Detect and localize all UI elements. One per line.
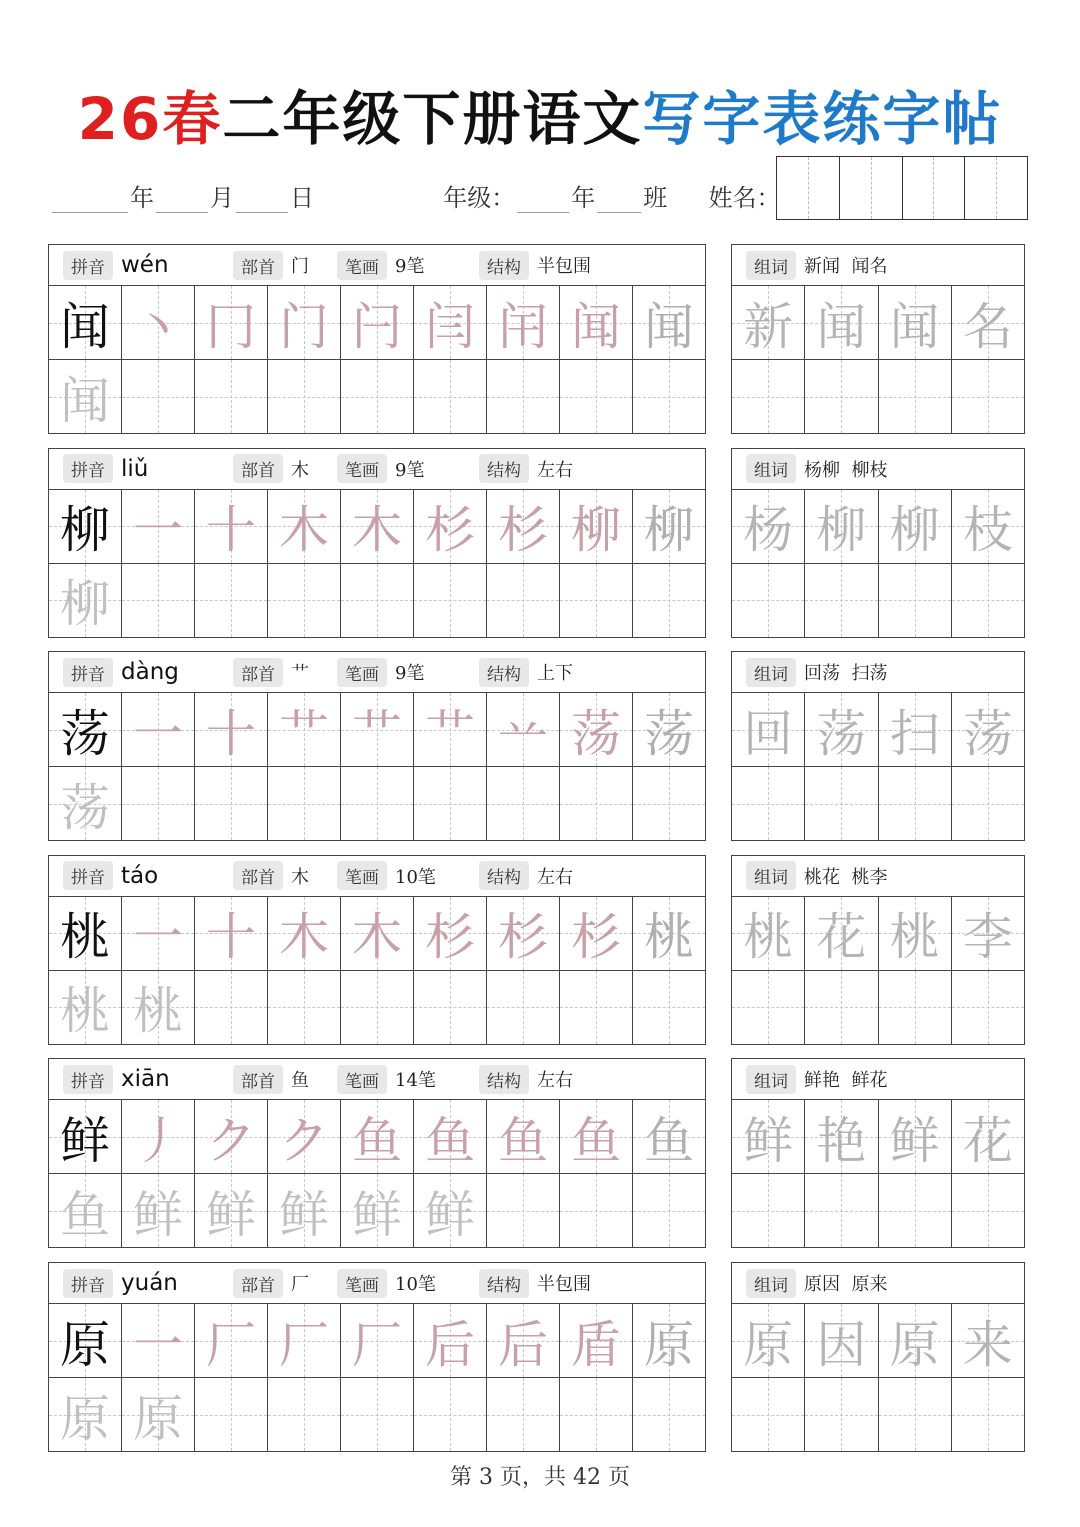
word-trace-character: 柳 (879, 490, 952, 563)
practice-cell[interactable] (195, 360, 268, 433)
word-trace-character: 闻 (879, 286, 952, 359)
practice-cell[interactable] (341, 564, 414, 637)
stroke-order-cell: 一 (122, 693, 195, 766)
practice-cell[interactable] (633, 767, 705, 840)
practice-cell[interactable] (560, 767, 633, 840)
radical-value: 厂 (291, 1274, 309, 1295)
stroke-order-cell: 柳 (633, 490, 705, 563)
word-header (732, 449, 1024, 490)
practice-cell[interactable] (341, 360, 414, 433)
practice-cell[interactable] (560, 971, 633, 1044)
word-trace-character: 原 (879, 1304, 952, 1377)
practice-cell[interactable] (560, 1174, 633, 1247)
strokes-tag: 笔画 (337, 251, 387, 280)
word-trace-character: 桃 (732, 897, 805, 970)
radical-tag: 部首 (233, 454, 283, 483)
word-practice-cell[interactable] (879, 767, 952, 840)
strokes-tag: 笔画 (337, 454, 387, 483)
radical-value: 门 (291, 256, 309, 277)
word-block-荡 (731, 651, 1025, 841)
word-practice-cell[interactable] (805, 1378, 878, 1451)
words-value: 回荡 扫荡 (804, 663, 888, 685)
word-trace-character: 艳 (805, 1100, 878, 1173)
stroke-order-cell: ク (268, 1100, 341, 1173)
word-block-柳 (731, 448, 1025, 638)
pinyin-value: táo (121, 862, 159, 889)
word-header (732, 1263, 1024, 1304)
word-practice-cell[interactable] (952, 564, 1024, 637)
stroke-order-cell: 艹 (268, 693, 341, 766)
trace-character: 柳 (49, 564, 122, 637)
words-tag: 组词 (746, 1065, 796, 1094)
word-practice-cell[interactable] (952, 1174, 1024, 1247)
stroke-order-cell: ク (195, 1100, 268, 1173)
word-trace-character: 原 (732, 1304, 805, 1377)
pinyin-value: yuán (121, 1270, 178, 1296)
trace-character: 鲜 (195, 1174, 268, 1247)
words-tag: 组词 (746, 658, 796, 687)
stroke-order-cell: 厂 (341, 1304, 414, 1377)
trace-character: 鲜 (268, 1174, 341, 1247)
stroke-order-cell: 杉 (414, 897, 487, 970)
model-character: 柳 (49, 490, 122, 563)
practice-grid (49, 1100, 705, 1247)
stroke-order-cell: 鱼 (560, 1100, 633, 1173)
char-header (49, 449, 705, 490)
stroke-order-cell: 柳 (560, 490, 633, 563)
char-block-鲜 (48, 1058, 706, 1248)
word-grid (732, 1100, 1024, 1247)
day-label: 日 (290, 184, 314, 212)
practice-cell[interactable] (487, 1378, 560, 1451)
char-block-原 (48, 1262, 706, 1452)
word-trace-character: 来 (952, 1304, 1024, 1377)
practice-cell[interactable] (268, 564, 341, 637)
stroke-order-cell: 丿 (122, 1100, 195, 1173)
word-grid (732, 693, 1024, 840)
stroke-order-cell: 闩 (341, 286, 414, 359)
practice-cell[interactable] (487, 1174, 560, 1247)
month-blank[interactable] (156, 192, 208, 213)
radical-tag: 部首 (233, 1065, 283, 1094)
structure-value: 左右 (537, 459, 573, 481)
stroke-order-cell: 木 (268, 897, 341, 970)
stroke-order-cell: 十 (195, 490, 268, 563)
name-box[interactable] (903, 157, 966, 219)
page-title (0, 72, 1080, 156)
practice-grid (49, 286, 705, 433)
practice-cell[interactable] (414, 1378, 487, 1451)
year-label: 年 (130, 184, 154, 212)
practice-grid (49, 490, 705, 637)
trace-character: 鲜 (341, 1174, 414, 1247)
practice-cell[interactable] (268, 360, 341, 433)
word-block-闻 (731, 244, 1025, 434)
month-label: 月 (210, 184, 234, 212)
stroke-order-cell: 十 (195, 693, 268, 766)
radical-tag: 部首 (233, 251, 283, 280)
practice-cell[interactable] (414, 767, 487, 840)
char-header (49, 245, 705, 286)
stroke-order-cell: 后 (414, 1304, 487, 1377)
practice-cell[interactable] (560, 1378, 633, 1451)
practice-cell[interactable] (414, 360, 487, 433)
title-part-2: 二年级下册语文 (222, 85, 643, 153)
word-trace-character: 花 (952, 1100, 1024, 1173)
word-trace-character: 新 (732, 286, 805, 359)
radical-value: 木 (291, 459, 309, 481)
practice-grid (49, 1304, 705, 1451)
word-practice-cell[interactable] (879, 971, 952, 1044)
strokes-value: 9笔 (395, 459, 425, 481)
practice-cell[interactable] (487, 564, 560, 637)
pinyin-value: xiān (121, 1066, 170, 1093)
practice-cell[interactable] (560, 564, 633, 637)
word-practice-cell[interactable] (879, 360, 952, 433)
practice-cell[interactable] (268, 1378, 341, 1451)
practice-cell[interactable] (487, 971, 560, 1044)
word-grid (732, 490, 1024, 637)
stroke-order-cell: 艹 (414, 693, 487, 766)
class-blank[interactable] (597, 192, 641, 213)
pinyin-value: wén (121, 252, 169, 278)
pinyin-tag: 拼音 (63, 1065, 113, 1094)
word-practice-cell[interactable] (732, 971, 805, 1044)
word-practice-cell[interactable] (805, 971, 878, 1044)
strokes-tag: 笔画 (337, 861, 387, 890)
stroke-order-cell: 闻 (633, 286, 705, 359)
word-practice-cell[interactable] (805, 767, 878, 840)
structure-value: 左右 (537, 866, 573, 888)
year-blank[interactable] (52, 192, 128, 213)
stroke-order-cell: 后 (487, 1304, 560, 1377)
word-practice-cell[interactable] (952, 971, 1024, 1044)
stroke-order-cell: 鱼 (487, 1100, 560, 1173)
word-trace-character: 桃 (879, 897, 952, 970)
structure-tag: 结构 (479, 1269, 529, 1298)
word-block-原 (731, 1262, 1025, 1452)
word-practice-cell[interactable] (732, 564, 805, 637)
char-header (49, 1059, 705, 1100)
radical-tag: 部首 (233, 861, 283, 890)
model-character: 鲜 (49, 1100, 122, 1173)
practice-grid (49, 897, 705, 1044)
char-block-荡 (48, 651, 706, 841)
trace-character: 鱼 (49, 1174, 122, 1247)
trace-character: 桃 (49, 971, 122, 1044)
stroke-order-cell: 一 (122, 490, 195, 563)
word-practice-cell[interactable] (879, 564, 952, 637)
practice-cell[interactable] (341, 1378, 414, 1451)
radical-tag: 部首 (233, 658, 283, 687)
practice-cell[interactable] (195, 564, 268, 637)
word-practice-cell[interactable] (879, 1378, 952, 1451)
structure-tag: 结构 (479, 454, 529, 483)
words-tag: 组词 (746, 861, 796, 890)
structure-tag: 结构 (479, 1065, 529, 1094)
radical-value: 艹 (291, 663, 309, 685)
words-value: 新闻 闻名 (804, 256, 888, 277)
char-header (49, 1263, 705, 1304)
word-header (732, 245, 1024, 286)
word-practice-cell[interactable] (952, 360, 1024, 433)
stroke-order-cell: 厂 (195, 1304, 268, 1377)
strokes-tag: 笔画 (337, 1269, 387, 1298)
structure-value: 半包围 (537, 256, 591, 277)
word-trace-character: 扫 (879, 693, 952, 766)
stroke-order-cell: 木 (341, 897, 414, 970)
stroke-order-cell: 十 (195, 897, 268, 970)
word-trace-character: 闻 (805, 286, 878, 359)
practice-cell[interactable] (414, 564, 487, 637)
model-character: 原 (49, 1304, 122, 1377)
name-box[interactable] (840, 157, 903, 219)
trace-character: 闻 (49, 360, 122, 433)
words-tag: 组词 (746, 1269, 796, 1298)
name-label: 姓名： (708, 184, 781, 212)
practice-cell[interactable] (414, 971, 487, 1044)
class-label: 班 (643, 184, 668, 212)
stroke-order-cell: 一 (122, 897, 195, 970)
word-practice-cell[interactable] (879, 1174, 952, 1247)
stroke-order-cell: 丶 (122, 286, 195, 359)
grade-blank[interactable] (517, 192, 569, 213)
strokes-value: 9笔 (395, 663, 425, 685)
structure-value: 半包围 (537, 1274, 591, 1295)
words-value: 杨柳 柳枝 (804, 459, 888, 481)
practice-cell[interactable] (633, 971, 705, 1044)
stroke-order-cell: 一 (122, 1304, 195, 1377)
strokes-value: 14笔 (395, 1070, 436, 1092)
stroke-order-cell: 闻 (560, 286, 633, 359)
practice-cell[interactable] (122, 767, 195, 840)
stroke-order-cell: 盾 (560, 1304, 633, 1377)
word-practice-cell[interactable] (732, 1174, 805, 1247)
word-trace-character: 荡 (952, 693, 1024, 766)
name-box[interactable] (777, 157, 840, 219)
strokes-value: 9笔 (395, 256, 425, 277)
stroke-order-cell: 木 (268, 490, 341, 563)
stroke-order-cell: 冂 (195, 286, 268, 359)
practice-cell[interactable] (195, 767, 268, 840)
radical-value: 鱼 (291, 1070, 309, 1092)
practice-cell[interactable] (487, 767, 560, 840)
practice-cell[interactable] (633, 1378, 705, 1451)
trace-character: 原 (122, 1378, 195, 1451)
word-trace-character: 鲜 (732, 1100, 805, 1173)
practice-grid (49, 693, 705, 840)
pinyin-value: liǔ (121, 455, 149, 482)
pinyin-tag: 拼音 (63, 251, 113, 280)
word-trace-character: 名 (952, 286, 1024, 359)
structure-tag: 结构 (479, 251, 529, 280)
word-trace-character: 柳 (805, 490, 878, 563)
practice-cell[interactable] (195, 971, 268, 1044)
practice-cell[interactable] (633, 564, 705, 637)
stroke-order-cell: 厂 (268, 1304, 341, 1377)
name-boxes[interactable] (776, 156, 1028, 220)
pinyin-tag: 拼音 (63, 454, 113, 483)
strokes-value: 10笔 (395, 866, 436, 888)
stroke-order-cell: 木 (341, 490, 414, 563)
practice-cell[interactable] (341, 767, 414, 840)
words-value: 原因 原来 (804, 1274, 888, 1295)
stroke-order-cell: 鱼 (341, 1100, 414, 1173)
stroke-order-cell: 桃 (633, 897, 705, 970)
pinyin-tag: 拼音 (63, 861, 113, 890)
trace-character: 鲜 (122, 1174, 195, 1247)
stroke-order-cell: 艹 (341, 693, 414, 766)
radical-value: 木 (291, 866, 309, 888)
stroke-order-cell: 鱼 (633, 1100, 705, 1173)
word-block-桃 (731, 855, 1025, 1045)
structure-tag: 结构 (479, 861, 529, 890)
word-practice-cell[interactable] (952, 767, 1024, 840)
word-trace-character: 花 (805, 897, 878, 970)
word-practice-cell[interactable] (952, 1378, 1024, 1451)
info-line (52, 178, 783, 218)
word-trace-character: 鲜 (879, 1100, 952, 1173)
words-value: 桃花 桃李 (804, 866, 888, 888)
stroke-order-cell: 门 (268, 286, 341, 359)
day-blank[interactable] (236, 192, 288, 213)
practice-cell[interactable] (341, 971, 414, 1044)
practice-cell[interactable] (487, 360, 560, 433)
trace-character: 原 (49, 1378, 122, 1451)
word-practice-cell[interactable] (732, 360, 805, 433)
word-trace-character: 荡 (805, 693, 878, 766)
words-value: 鲜艳 鲜花 (804, 1070, 888, 1092)
strokes-tag: 笔画 (337, 1065, 387, 1094)
grade-year-label: 年 (571, 184, 596, 212)
char-block-闻 (48, 244, 706, 434)
radical-tag: 部首 (233, 1269, 283, 1298)
word-trace-character: 枝 (952, 490, 1024, 563)
char-block-桃 (48, 855, 706, 1045)
word-header (732, 652, 1024, 693)
pinyin-tag: 拼音 (63, 1269, 113, 1298)
name-box[interactable] (965, 157, 1027, 219)
stroke-order-cell: 原 (633, 1304, 705, 1377)
word-practice-cell[interactable] (805, 360, 878, 433)
grade-label: 年级： (443, 184, 516, 212)
word-trace-character: 李 (952, 897, 1024, 970)
word-header (732, 856, 1024, 897)
stroke-order-cell: 荡 (633, 693, 705, 766)
model-character: 闻 (49, 286, 122, 359)
model-character: 荡 (49, 693, 122, 766)
word-practice-cell[interactable] (805, 1174, 878, 1247)
trace-character: 桃 (122, 971, 195, 1044)
title-part-3: 写字表练字帖 (642, 85, 1003, 153)
practice-cell[interactable] (122, 360, 195, 433)
word-header (732, 1059, 1024, 1100)
practice-cell[interactable] (633, 360, 705, 433)
word-grid (732, 286, 1024, 433)
stroke-order-cell: 闬 (487, 286, 560, 359)
stroke-order-cell: 鱼 (414, 1100, 487, 1173)
stroke-order-cell: 荡 (560, 693, 633, 766)
stroke-order-cell: 䒑 (487, 693, 560, 766)
structure-tag: 结构 (479, 658, 529, 687)
practice-cell[interactable] (268, 971, 341, 1044)
words-tag: 组词 (746, 454, 796, 483)
pinyin-value: dàng (121, 659, 179, 686)
strokes-value: 10笔 (395, 1274, 436, 1295)
word-practice-cell[interactable] (805, 564, 878, 637)
word-practice-cell[interactable] (732, 1378, 805, 1451)
practice-cell[interactable] (122, 564, 195, 637)
stroke-order-cell: 杉 (487, 897, 560, 970)
word-practice-cell[interactable] (732, 767, 805, 840)
words-tag: 组词 (746, 251, 796, 280)
word-trace-character: 因 (805, 1304, 878, 1377)
strokes-tag: 笔画 (337, 658, 387, 687)
word-trace-character: 回 (732, 693, 805, 766)
trace-character: 荡 (49, 767, 122, 840)
model-character: 桃 (49, 897, 122, 970)
stroke-order-cell: 杉 (414, 490, 487, 563)
stroke-order-cell: 杉 (487, 490, 560, 563)
title-part-1: 26春 (77, 85, 223, 153)
page-footer: 第 3 页，共 42 页 (450, 1465, 630, 1490)
word-grid (732, 897, 1024, 1044)
structure-value: 左右 (537, 1070, 573, 1092)
structure-value: 上下 (537, 663, 573, 685)
char-header (49, 652, 705, 693)
practice-cell[interactable] (195, 1378, 268, 1451)
word-grid (732, 1304, 1024, 1451)
char-block-柳 (48, 448, 706, 638)
trace-character: 鲜 (414, 1174, 487, 1247)
practice-cell[interactable] (268, 767, 341, 840)
pinyin-tag: 拼音 (63, 658, 113, 687)
practice-cell[interactable] (560, 360, 633, 433)
stroke-order-cell: 闫 (414, 286, 487, 359)
stroke-order-cell: 杉 (560, 897, 633, 970)
word-trace-character: 杨 (732, 490, 805, 563)
practice-cell[interactable] (633, 1174, 705, 1247)
word-block-鲜 (731, 1058, 1025, 1248)
char-header (49, 856, 705, 897)
